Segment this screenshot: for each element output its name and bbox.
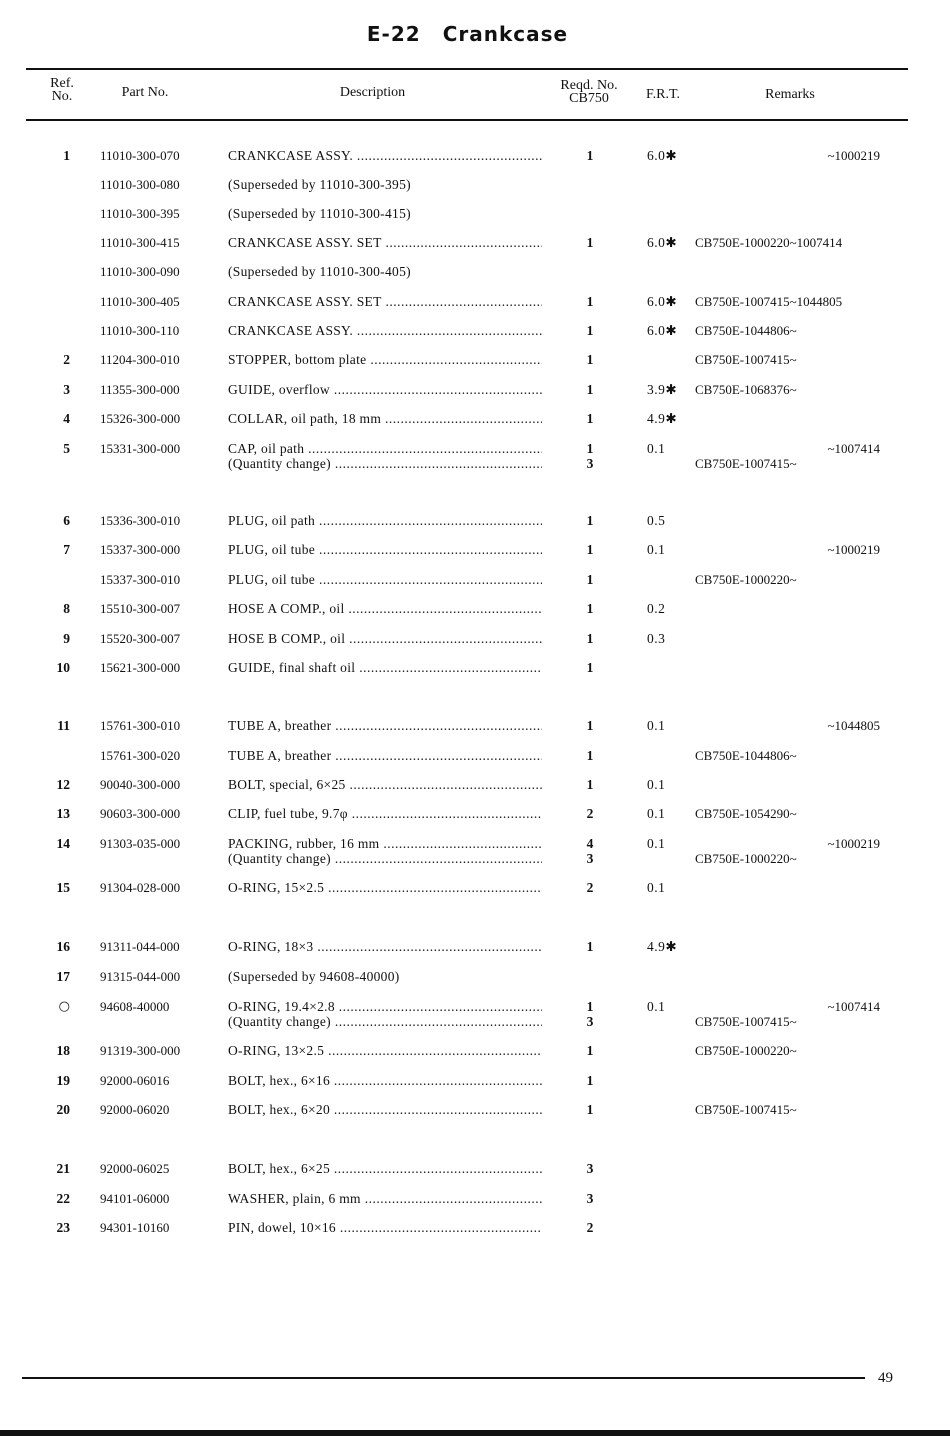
ref-number: 11 [57, 718, 70, 733]
table-row [0, 1191, 950, 1207]
frt-value: 4.9✱ [647, 939, 678, 954]
ref-number: 7 [63, 542, 70, 557]
table-row [0, 382, 950, 398]
required-quantity: 1 [586, 660, 594, 675]
table-row [0, 601, 950, 617]
required-quantity: 3 [586, 1161, 594, 1176]
description: STOPPER, bottom plate ..... [228, 352, 542, 368]
remarks: ~1000219 [827, 148, 880, 163]
frt-value: 6.0✱ [647, 235, 678, 250]
part-number: 15337-300-010 [100, 572, 181, 587]
remarks: CB750E-1044806~ [695, 323, 797, 338]
required-quantity: 1 [586, 441, 594, 456]
required-quantity: 1 [586, 352, 594, 367]
part-number: 92000-06016 [100, 1073, 170, 1088]
description: PIN, dowel, 10×16 ..... [228, 1220, 542, 1236]
part-number: 91319-300-000 [100, 1043, 181, 1058]
required-quantity: 4 [586, 836, 594, 851]
ref-number: 2 [63, 352, 70, 367]
ref-number: 22 [56, 1191, 70, 1206]
remarks: ~1044805 [827, 718, 880, 733]
header-ref-line1: Ref. [50, 76, 74, 91]
required-quantity: 1 [586, 631, 594, 646]
part-number: 94608-40000 [100, 999, 170, 1014]
required-quantity: 1 [586, 513, 594, 528]
part-number: 90040-300-000 [100, 777, 181, 792]
ref-number: 13 [56, 806, 70, 821]
part-number: 15336-300-010 [100, 513, 181, 528]
frt-value: 0.3 [647, 631, 666, 646]
description: WASHER, plain, 6 mm ..... [228, 1191, 542, 1207]
part-number: 11204-300-010 [100, 352, 180, 367]
header-remarks: Remarks [765, 87, 815, 102]
part-number: 15510-300-007 [100, 601, 181, 616]
part-number: 15621-300-000 [100, 660, 181, 675]
table-row [0, 660, 950, 676]
required-quantity: 1 [586, 1043, 594, 1058]
footer-rule [22, 1377, 865, 1379]
frt-value: 0.1 [647, 806, 666, 821]
part-number: 15337-300-000 [100, 542, 181, 557]
part-number: 11355-300-000 [100, 382, 180, 397]
frt-value: 6.0✱ [647, 323, 678, 338]
table-row [0, 880, 950, 896]
description: (Superseded by 11010-300-395) [228, 177, 411, 192]
description: BOLT, hex., 6×16 ..... [228, 1073, 542, 1089]
part-number: 11010-300-415 [100, 235, 180, 250]
table-row [0, 1073, 950, 1089]
description: CAP, oil path ..... [228, 441, 542, 457]
part-number: 11010-300-080 [100, 177, 180, 192]
part-number: 94301-10160 [100, 1220, 170, 1235]
part-number: 15331-300-000 [100, 441, 181, 456]
description: (Quantity change) ..... [228, 851, 542, 867]
table-row [0, 542, 950, 558]
remarks: CB750E-1068376~ [695, 382, 797, 397]
table-row [0, 264, 950, 280]
required-quantity: 3 [586, 456, 594, 471]
ref-number: 10 [56, 660, 70, 675]
ref-number: 14 [56, 836, 70, 851]
part-number: 11010-300-110 [100, 323, 180, 338]
required-quantity: 1 [586, 148, 594, 163]
description: (Quantity change) ..... [228, 456, 542, 472]
frt-value: 0.1 [647, 542, 666, 557]
table-row [0, 148, 950, 164]
remarks: CB750E-1000220~ [695, 851, 797, 866]
header-reqd-line2: CB750 [569, 91, 609, 106]
table-row [0, 777, 950, 793]
description: CRANKCASE ASSY. ..... [228, 148, 542, 164]
ref-number: 23 [56, 1220, 70, 1235]
bottom-edge [0, 1430, 950, 1436]
remarks: CB750E-1044806~ [695, 748, 797, 763]
header-top-rule [26, 68, 908, 70]
table-row [0, 352, 950, 368]
part-number: 11010-300-070 [100, 148, 180, 163]
required-quantity: 1 [586, 572, 594, 587]
part-number: 91311-044-000 [100, 939, 180, 954]
required-quantity: 3 [586, 1014, 594, 1029]
part-number: 91304-028-000 [100, 880, 181, 895]
part-number: 91315-044-000 [100, 969, 181, 984]
description: BOLT, hex., 6×20 ..... [228, 1102, 542, 1118]
required-quantity: 1 [586, 748, 594, 763]
required-quantity: 1 [586, 1073, 594, 1088]
remarks: ~1007414 [827, 999, 880, 1014]
part-number: 91303-035-000 [100, 836, 181, 851]
part-number: 90603-300-000 [100, 806, 181, 821]
frt-value: 6.0✱ [647, 294, 678, 309]
description: O-RING, 15×2.5 ..... [228, 880, 542, 896]
description: PLUG, oil tube ..... [228, 572, 542, 588]
ref-number: 21 [56, 1161, 70, 1176]
ref-number: 19 [56, 1073, 70, 1088]
description: (Superseded by 11010-300-405) [228, 264, 411, 279]
table-row [0, 177, 950, 193]
required-quantity: 1 [586, 323, 594, 338]
remarks: CB750E-1007415~ [695, 1102, 797, 1117]
table-row [0, 323, 950, 339]
remarks: ~1000219 [827, 836, 880, 851]
description: CRANKCASE ASSY. SET ..... [228, 235, 542, 251]
required-quantity: 1 [586, 382, 594, 397]
table-row [0, 513, 950, 529]
required-quantity: 2 [586, 1220, 594, 1235]
frt-value: 0.2 [647, 601, 666, 616]
required-quantity: 1 [586, 939, 594, 954]
page-title [0, 22, 935, 46]
ref-mark-circle-icon: ○ [58, 999, 70, 1014]
ref-number: 1 [63, 148, 70, 163]
ref-number: 12 [56, 777, 70, 792]
description: CRANKCASE ASSY. SET ..... [228, 294, 542, 310]
description: O-RING, 18×3 ..... [228, 939, 542, 955]
remarks: CB750E-1000220~1007414 [695, 235, 843, 250]
required-quantity: 1 [586, 235, 594, 250]
table-row [0, 1043, 950, 1059]
header-part-no: Part No. [121, 85, 169, 100]
table-row [0, 294, 950, 310]
part-number: 15326-300-000 [100, 411, 181, 426]
page-number: 49 [878, 1370, 893, 1386]
description: CRANKCASE ASSY. ..... [228, 323, 542, 339]
header-bottom-rule [26, 119, 908, 121]
part-number: 11010-300-090 [100, 264, 180, 279]
table-row [0, 748, 950, 764]
description: O-RING, 19.4×2.8 ..... [228, 999, 542, 1015]
table-row [0, 1161, 950, 1177]
ref-number: 3 [63, 382, 70, 397]
required-quantity: 1 [586, 411, 594, 426]
required-quantity: 3 [586, 1191, 594, 1206]
ref-number: 15 [56, 880, 70, 895]
remarks: ~1000219 [827, 542, 880, 557]
remarks: ~1007414 [827, 441, 880, 456]
ref-number: 18 [56, 1043, 70, 1058]
header-reqd-no [548, 79, 630, 105]
part-number: 92000-06025 [100, 1161, 170, 1176]
frt-value: 0.1 [647, 718, 666, 733]
part-number: 15761-300-010 [100, 718, 181, 733]
table-row [0, 206, 950, 222]
description: TUBE A, breather ..... [228, 748, 542, 764]
frt-value: 0.1 [647, 441, 666, 456]
part-number: 11010-300-395 [100, 206, 180, 221]
frt-value: 0.1 [647, 836, 666, 851]
description: O-RING, 13×2.5 ..... [228, 1043, 542, 1059]
table-row [0, 1220, 950, 1236]
ref-number: 4 [63, 411, 70, 426]
header-ref-line2: No. [51, 89, 73, 104]
remarks: CB750E-1007415~1044805 [695, 294, 843, 309]
header-ref-no [40, 77, 84, 103]
table-row [0, 806, 950, 822]
required-quantity: 1 [586, 601, 594, 616]
section-name: Crankcase [442, 22, 569, 46]
frt-value: 0.1 [647, 880, 666, 895]
required-quantity: 1 [586, 1102, 594, 1117]
ref-number: 6 [63, 513, 70, 528]
table-row [0, 836, 950, 852]
remarks: CB750E-1007415~ [695, 352, 797, 367]
table-row [0, 411, 950, 427]
header-description: Description [339, 85, 406, 100]
required-quantity: 1 [586, 542, 594, 557]
remarks: CB750E-1007415~ [695, 1014, 797, 1029]
description: BOLT, special, 6×25 ..... [228, 777, 542, 793]
description: GUIDE, overflow ..... [228, 382, 542, 398]
remarks: CB750E-1007415~ [695, 456, 797, 471]
part-number: 94101-06000 [100, 1191, 170, 1206]
required-quantity: 2 [586, 880, 594, 895]
section-code: E-22 [366, 22, 421, 46]
ref-number: 17 [56, 969, 70, 984]
table-row [0, 851, 950, 867]
description: (Superseded by 11010-300-415) [228, 206, 411, 221]
required-quantity: 2 [586, 806, 594, 821]
frt-value: 6.0✱ [647, 148, 678, 163]
table-row [0, 456, 950, 472]
table-row [0, 235, 950, 251]
description: PLUG, oil path ..... [228, 513, 542, 529]
table-row [0, 939, 950, 955]
description: COLLAR, oil path, 18 mm ..... [228, 411, 542, 427]
ref-number: 16 [56, 939, 70, 954]
frt-value: 4.9✱ [647, 411, 678, 426]
remarks: CB750E-1000220~ [695, 572, 797, 587]
ref-number: 9 [63, 631, 70, 646]
required-quantity: 1 [586, 777, 594, 792]
table-row [0, 441, 950, 457]
description: PLUG, oil tube ..... [228, 542, 542, 558]
table-row [0, 969, 950, 985]
remarks: CB750E-1000220~ [695, 1043, 797, 1058]
part-number: 15761-300-020 [100, 748, 181, 763]
frt-value: 3.9✱ [647, 382, 678, 397]
required-quantity: 1 [586, 999, 594, 1014]
description: PACKING, rubber, 16 mm ..... [228, 836, 542, 852]
frt-value: 0.1 [647, 777, 666, 792]
table-row [0, 1014, 950, 1030]
ref-number: 20 [56, 1102, 70, 1117]
remarks: CB750E-1054290~ [695, 806, 797, 821]
description: TUBE A, breather ..... [228, 718, 542, 734]
table-row [0, 631, 950, 647]
description: CLIP, fuel tube, 9.7φ ..... [228, 806, 542, 822]
description: HOSE B COMP., oil ..... [228, 631, 542, 647]
description: GUIDE, final shaft oil ..... [228, 660, 542, 676]
frt-value: 0.5 [647, 513, 666, 528]
header-reqd-line1: Reqd. No. [560, 78, 618, 93]
description: HOSE A COMP., oil ..... [228, 601, 542, 617]
table-row [0, 572, 950, 588]
description: BOLT, hex., 6×25 ..... [228, 1161, 542, 1177]
header-frt: F.R.T. [645, 87, 680, 102]
table-row [0, 1102, 950, 1118]
description: (Superseded by 94608-40000) [228, 969, 400, 984]
required-quantity: 1 [586, 718, 594, 733]
table-row [0, 718, 950, 734]
ref-number: 8 [63, 601, 70, 616]
table-row [0, 999, 950, 1015]
description: (Quantity change) ..... [228, 1014, 542, 1030]
ref-number: 5 [63, 441, 70, 456]
part-number: 11010-300-405 [100, 294, 180, 309]
required-quantity: 3 [586, 851, 594, 866]
frt-value: 0.1 [647, 999, 666, 1014]
part-number: 15520-300-007 [100, 631, 181, 646]
required-quantity: 1 [586, 294, 594, 309]
part-number: 92000-06020 [100, 1102, 170, 1117]
